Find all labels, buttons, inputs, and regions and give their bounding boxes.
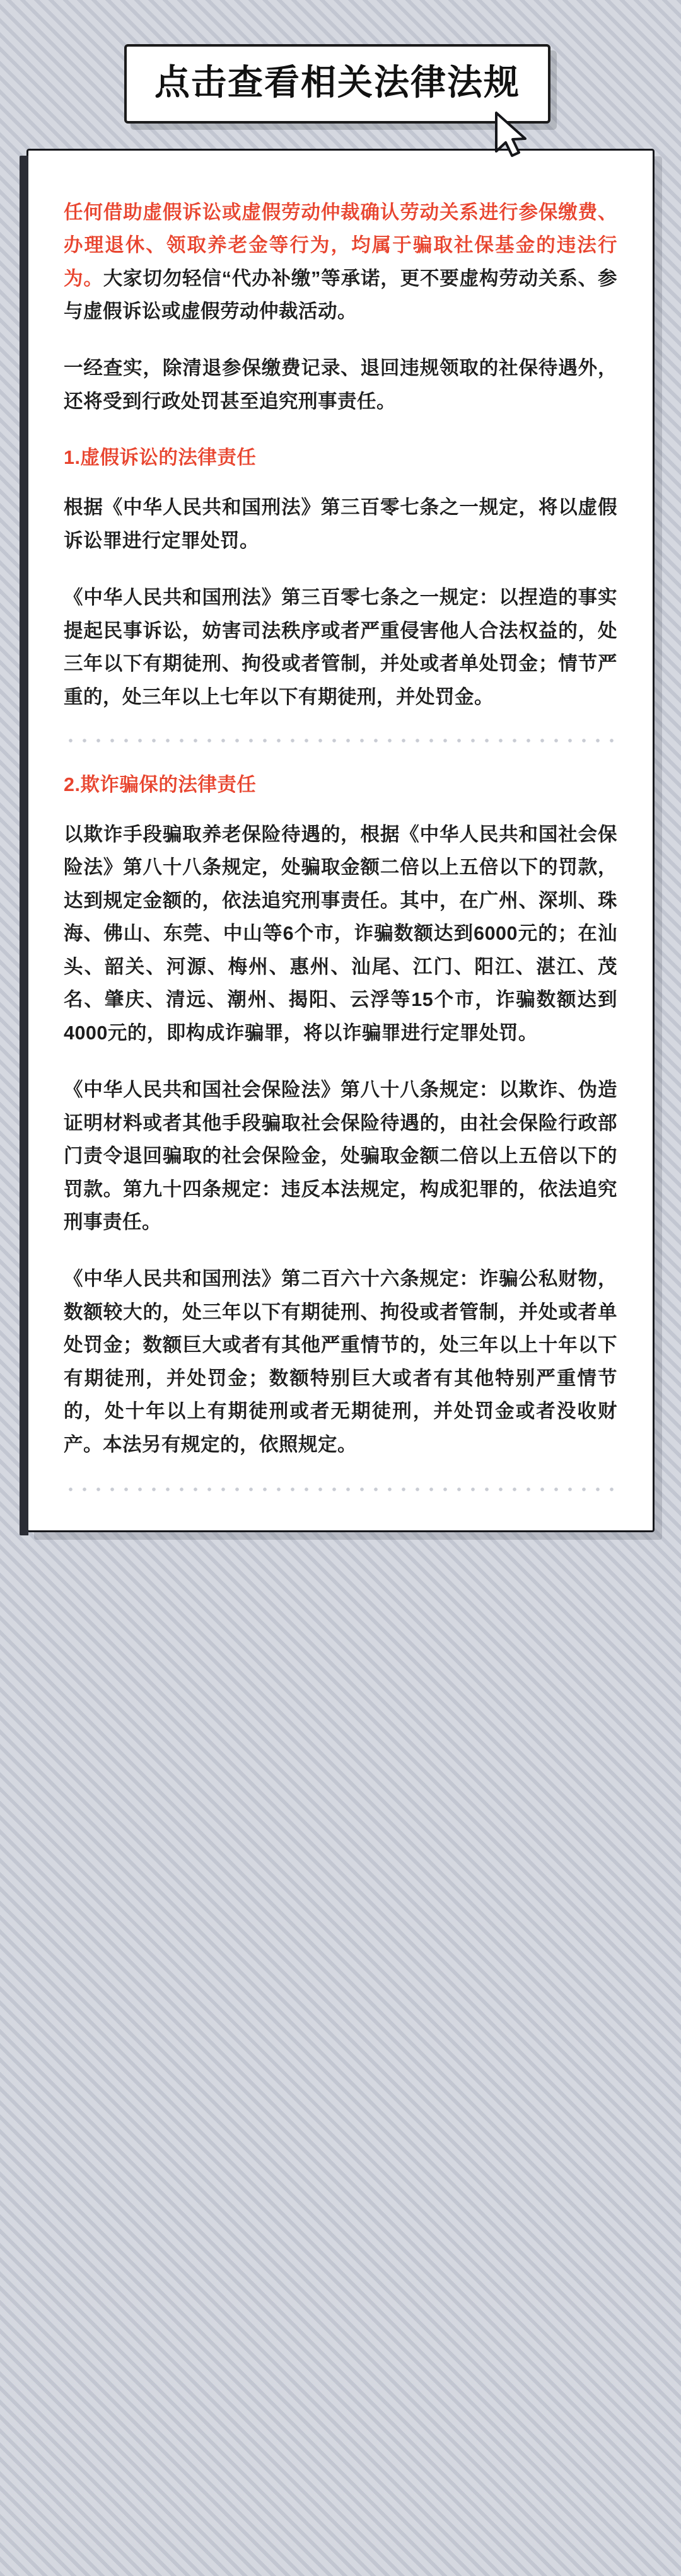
lead-paragraph [64, 196, 617, 328]
lead-highlight: 任何借助虚假诉讼或虚假劳动仲裁确认劳动关系进行参保缴费、办理退休、领取养老金等行为，均属于骗取社保基金的违法行为。 [64, 201, 617, 289]
section-1-paragraph-1: 根据《中华人民共和国刑法》第三百零七条之一规定，将以虚假诉讼罪进行定罪处罚。 [64, 497, 617, 552]
header-banner[interactable] [124, 44, 550, 124]
header-area [0, 0, 681, 149]
section-divider [64, 737, 617, 744]
page-title: 点击查看相关法律法规 [154, 62, 520, 102]
lead-rest: 大家切勿轻信“代办补缴”等承诺，更不要虚构劳动关系、参与虚假诉讼或虚假劳动仲裁活动。 [64, 267, 618, 322]
section-title-2: 2.欺诈骗保的法律责任 [64, 774, 257, 796]
section-2-paragraph-1: 以欺诈手段骗取养老保险待遇的，根据《中华人民共和国社会保险法》第八十八条规定，处骗取金额二倍以上五倍以下的罚款，达到规定金额的，依法追究刑事责任。其中，在广州、深圳、珠海、佛山、东莞、中山等6个市，诈骗数额达到6000元的；在汕头、韶关、河源、梅州、惠州、汕尾、江门、阳江、湛江、茂名、肇庆、清远、潮州、揭阳、云浮等15个市，诈骗数额达到4000元的，即构成诈骗罪，将以诈骗罪进行定罪处罚。 [64, 824, 617, 1044]
section-2-paragraph-2: 《中华人民共和国社会保险法》第八十八条规定：以欺诈、伪造证明材料或者其他手段骗取社会保险待遇的，由社会保险行政部门责令退回骗取的社会保险金，处骗取金额二倍以上五倍以下的罚款。第九十四条规定：违反本法规定，构成犯罪的，依法追究刑事责任。 [64, 1079, 617, 1233]
section-1-paragraph-2: 《中华人民共和国刑法》第三百零七条之一规定：以捏造的事实提起民事诉讼，妨害司法秩序或者严重侵害他人合法权益的，处三年以下有期徒刑、拘役或者管制，并处或者单处罚金；情节严重的，处三年以上七年以下有期徒刑，并处罚金。 [64, 587, 617, 708]
bottom-divider [64, 1486, 617, 1493]
mouse-cursor-icon [492, 111, 530, 158]
article-card [26, 149, 655, 1533]
section-2-paragraph-3: 《中华人民共和国刑法》第二百六十六条规定：诈骗公私财物，数额较大的，处三年以下有期徒刑、拘役或者管制，并处或者单处罚金；数额巨大或者有其他严重情节的，处三年以上十年以下有期徒刑，并处罚金；数额特别巨大或者有其他特别严重情节的，处十年以上有期徒刑或者无期徒刑，并处罚金或者没收财产。本法另有规定的，依照规定。 [64, 1268, 617, 1455]
paragraph-enforcement: 一经查实，除清退参保缴费记录、退回违规领取的社保待遇外，还将受到行政处罚甚至追究刑事责任。 [64, 357, 617, 412]
section-title-1: 1.虚假诉讼的法律责任 [64, 447, 257, 469]
